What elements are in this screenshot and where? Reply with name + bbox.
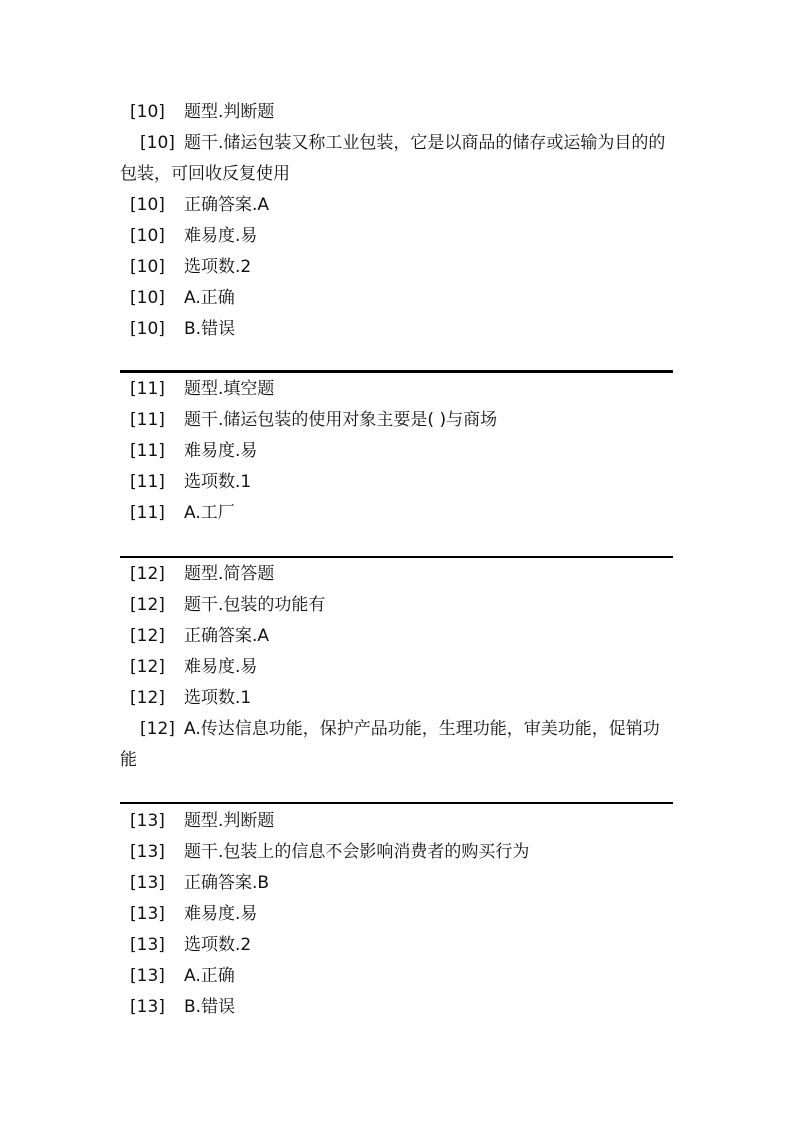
question-option-line xyxy=(0,314,793,345)
question-option-line xyxy=(0,961,793,992)
question-number: [11] xyxy=(130,379,165,399)
question-block-12 xyxy=(0,559,793,776)
question-number: [10] xyxy=(130,288,165,308)
question-difficulty: 难易度.易 xyxy=(184,904,258,924)
question-option-line xyxy=(0,714,793,776)
question-number: [12] xyxy=(130,688,165,708)
question-answer-line xyxy=(0,190,793,221)
question-stem-line xyxy=(0,405,793,436)
question-number: [12] xyxy=(130,595,165,615)
question-stem-line xyxy=(0,590,793,621)
question-number: [12] xyxy=(130,657,165,677)
question-number: [10] xyxy=(130,319,165,339)
question-type-line xyxy=(0,806,793,837)
question-stem: 题干.储运包装又称工业包装，它是以商品的储存或运输为目的的包装，可回收反复使用 xyxy=(120,133,666,184)
question-number: [11] xyxy=(130,441,165,461)
question-type-line xyxy=(0,559,793,590)
question-number: [13] xyxy=(130,997,165,1017)
question-option: B.错误 xyxy=(184,997,236,1017)
section-divider xyxy=(120,370,673,373)
question-number: [12] xyxy=(140,719,175,739)
question-block-13 xyxy=(0,806,793,1023)
question-option-line xyxy=(0,498,793,529)
question-option: A.工厂 xyxy=(184,503,235,523)
question-option-count-line xyxy=(0,930,793,961)
question-number: [12] xyxy=(130,626,165,646)
question-number: [11] xyxy=(130,410,165,430)
question-difficulty-line xyxy=(0,436,793,467)
section-divider xyxy=(120,802,673,804)
question-block-11 xyxy=(0,374,793,529)
question-option-count-line xyxy=(0,252,793,283)
question-number: [11] xyxy=(130,503,165,523)
section-divider xyxy=(120,556,673,558)
question-answer-line xyxy=(0,868,793,899)
question-type: 题型.简答题 xyxy=(184,564,275,584)
question-number: [12] xyxy=(130,564,165,584)
question-number: [13] xyxy=(130,811,165,831)
question-stem-line xyxy=(0,837,793,868)
question-number: [13] xyxy=(130,966,165,986)
question-difficulty-line xyxy=(0,899,793,930)
question-option-count: 选项数.2 xyxy=(184,257,252,277)
question-option-count-line xyxy=(0,467,793,498)
question-type-line xyxy=(0,374,793,405)
question-number: [13] xyxy=(130,935,165,955)
question-difficulty: 难易度.易 xyxy=(184,226,258,246)
question-option-count: 选项数.2 xyxy=(184,935,252,955)
question-difficulty-line xyxy=(0,652,793,683)
question-type: 题型.判断题 xyxy=(184,811,275,831)
question-answer: 正确答案.B xyxy=(184,873,270,893)
question-difficulty: 难易度.易 xyxy=(184,441,258,461)
question-type-line xyxy=(0,97,793,128)
question-option: A.传达信息功能，保护产品功能，生理功能，审美功能，促销功能 xyxy=(120,719,660,770)
question-number: [10] xyxy=(130,102,165,122)
question-option: A.正确 xyxy=(184,966,235,986)
question-block-10 xyxy=(0,97,793,345)
question-type: 题型.判断题 xyxy=(184,102,275,122)
question-stem: 题干.包装的功能有 xyxy=(184,595,326,615)
question-stem-line xyxy=(0,128,793,190)
question-answer: 正确答案.A xyxy=(184,626,270,646)
question-difficulty-line xyxy=(0,221,793,252)
question-option: B.错误 xyxy=(184,319,236,339)
question-number: [13] xyxy=(130,842,165,862)
question-option: A.正确 xyxy=(184,288,235,308)
question-number: [10] xyxy=(130,257,165,277)
question-number: [13] xyxy=(130,873,165,893)
question-number: [10] xyxy=(130,195,165,215)
question-answer-line xyxy=(0,621,793,652)
question-option-line xyxy=(0,283,793,314)
question-number: [10] xyxy=(130,226,165,246)
question-answer: 正确答案.A xyxy=(184,195,270,215)
question-option-count: 选项数.1 xyxy=(184,688,252,708)
question-number: [10] xyxy=(140,133,175,153)
question-number: [11] xyxy=(130,472,165,492)
question-stem: 题干.储运包装的使用对象主要是( )与商场 xyxy=(184,410,498,430)
question-option-count: 选项数.1 xyxy=(184,472,252,492)
question-option-count-line xyxy=(0,683,793,714)
question-stem: 题干.包装上的信息不会影响消费者的购买行为 xyxy=(184,842,530,862)
question-difficulty: 难易度.易 xyxy=(184,657,258,677)
question-number: [13] xyxy=(130,904,165,924)
question-option-line xyxy=(0,992,793,1023)
question-type: 题型.填空题 xyxy=(184,379,275,399)
